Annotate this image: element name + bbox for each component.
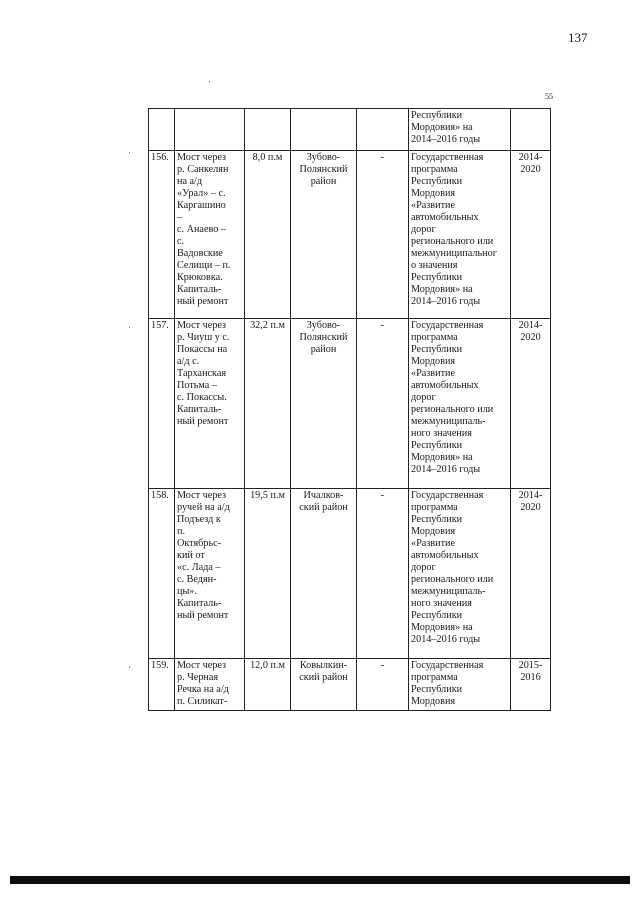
margin-mark: · (128, 322, 131, 332)
cell-length: 12,0 п.м (245, 659, 291, 711)
cell-col5: - (357, 151, 409, 319)
cell-col5: - (357, 659, 409, 711)
cell-name (175, 109, 245, 151)
cell-program: Государственная программа Республики Мордовия «Развитие автомобильных дорог регионального или межмуниципаль- ного значения Республики Мордовия» на 2014–2016 годы (409, 489, 511, 659)
cell-length: 32,2 п.м (245, 319, 291, 489)
table-row (149, 319, 551, 489)
cell-num: 158. (149, 489, 175, 659)
cell-program: Республики Мордовия» на 2014–2016 годы (409, 109, 511, 151)
cell-col5 (357, 109, 409, 151)
cell-length: 19,5 п.м (245, 489, 291, 659)
cell-name: Мост через р. Черная Речка на а/д п. Силикат- (175, 659, 245, 711)
cell-years: 2014- 2020 (511, 489, 551, 659)
cell-years (511, 109, 551, 151)
cell-length (245, 109, 291, 151)
cell-years: 2014- 2020 (511, 151, 551, 319)
sub-page-number: 55 (545, 92, 553, 101)
cell-name: Мост через р. Санкелян на а/д «Урал» – с. Каргашино – с. Анаево – с. Вадовские Селищи – п. Крюковка. Капиталь- ный ремонт (175, 151, 245, 319)
cell-name: Мост через ручей на а/д Подъезд к п. Октябрьс- кий от «с. Лада – с. Ведян- цы». Капиталь- ный ремонт (175, 489, 245, 659)
road-bridges-table (148, 108, 551, 711)
cell-years: 2015- 2016 (511, 659, 551, 711)
margin-mark: · (128, 662, 131, 672)
cell-num: 159. (149, 659, 175, 711)
cell-num (149, 109, 175, 151)
table-row (149, 489, 551, 659)
cell-num: 156. (149, 151, 175, 319)
cell-district: Ковылкин- ский район (291, 659, 357, 711)
cell-col5: - (357, 319, 409, 489)
table-row (149, 659, 551, 711)
cell-district: Зубово- Полянский район (291, 151, 357, 319)
cell-program: Государственная программа Республики Мордовия «Развитие автомобильных дорог регионального или межмуниципальног о значения Республики Мордовия» на 2014–2016 годы (409, 151, 511, 319)
table-row (149, 151, 551, 319)
cell-col5: - (357, 489, 409, 659)
page-number: 137 (568, 30, 588, 45)
cell-program: Государственная программа Республики Мордовия «Развитие автомобильных дорог регионального или межмуниципаль- ного значения Республики Мордовия» на 2014–2016 годы (409, 319, 511, 489)
scan-speck: · (208, 77, 211, 87)
scan-edge-bar (10, 876, 630, 884)
table-row (149, 109, 551, 151)
cell-district: Зубово- Полянский район (291, 319, 357, 489)
cell-years: 2014- 2020 (511, 319, 551, 489)
cell-num: 157. (149, 319, 175, 489)
margin-mark: · (128, 148, 131, 158)
cell-name: Мост через р. Чиуш у с. Покассы на а/д с. Тарханская Потьма – с. Покассы. Капиталь- ный ремонт (175, 319, 245, 489)
cell-length: 8,0 п.м (245, 151, 291, 319)
cell-program: Государственная программа Республики Мордовия (409, 659, 511, 711)
cell-district (291, 109, 357, 151)
cell-district: Ичалков- ский район (291, 489, 357, 659)
